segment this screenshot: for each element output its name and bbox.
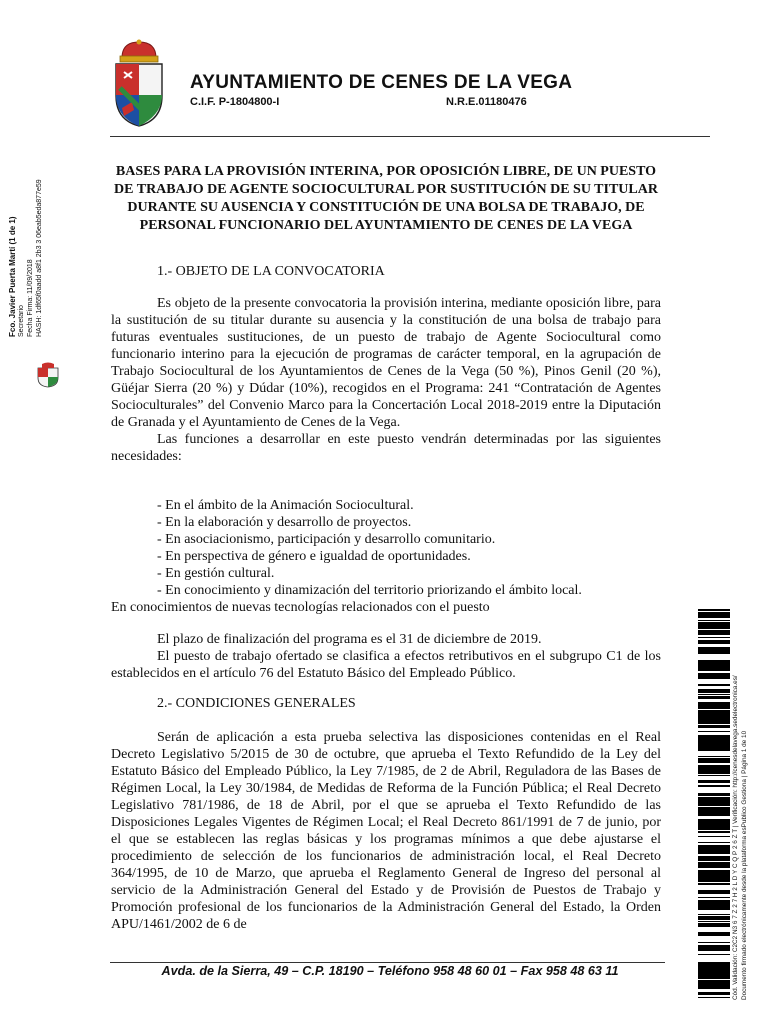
section-2-body bbox=[111, 729, 661, 933]
list-item: - En conocimiento y dinamización del territorio priorizando el ámbito local. bbox=[157, 583, 582, 598]
needs-list bbox=[111, 497, 582, 616]
list-item: - En asociacionismo, participación y desarrollo comunitario. bbox=[157, 532, 496, 547]
paragraph: El puesto de trabajo ofertado se clasifica a efectos retributivos en el subgrupo C1 de los establecidos en el artículo 76 del Estatuto Básico del Empleado Público. bbox=[111, 649, 661, 681]
list-item: - En el ámbito de la Animación Sociocultural. bbox=[157, 498, 414, 513]
list-item: - En la elaboración y desarrollo de proyectos. bbox=[157, 515, 412, 530]
signature-strip bbox=[8, 167, 46, 337]
list-item: - En perspectiva de género e igualdad de oportunidades. bbox=[157, 549, 471, 564]
paragraph: Las funciones a desarrollar en este puesto vendrán determinadas por las siguientes necesidades: bbox=[111, 432, 661, 464]
barcode-graphic bbox=[698, 608, 730, 998]
header-divider bbox=[110, 136, 710, 137]
section-2-heading: 2.- CONDICIONES GENERALES bbox=[157, 696, 356, 711]
signature-date: Fecha Firma: 11/09/2018 bbox=[27, 259, 34, 337]
list-item: En conocimientos de nuevas tecnologías relacionados con el puesto bbox=[111, 600, 490, 615]
footer-address: Avda. de la Sierra, 49 – C.P. 18190 – Teléfono 958 48 60 01 – Fax 958 48 63 11 bbox=[161, 964, 619, 978]
signer-role: Secretario bbox=[18, 305, 25, 337]
paragraph: Es objeto de la presente convocatoria la provisión interina, mediante oposición libre, para la sustitución de su titular durante su ausencia y la constitución de una bolsa de trabajo para futuras eventuales sustituciones, de un puesto de trabajo de Agente Sociocultural como funcionario interino para la ejecución de programas de carácter temporal, en la agrupación de Trabajo Sociocultural de los Ayuntamientos de Cenes de la Vega (50 %), Pinos Genil (20 %), Güéjar Sierra (20 %) y Dúdar (10%), recogidos en el Programa: 241 “Contratación de Agentes Socioculturales” del Convenio Marco para la Concertación Local 2018-2019 entre la Diputación de Granada y el Ayuntamiento de Cenes de la Vega. bbox=[111, 296, 661, 430]
verification-note: Documento firmado electrónicamente desde la plataforma esPublico Gestiona | Página 1 de 10 bbox=[740, 730, 748, 1000]
section-1-body bbox=[111, 295, 661, 465]
signature-hash: HASH: 1df65f0aadd a8f1 2b3 3 06eab5eda877e59 bbox=[36, 179, 43, 337]
verification-strip bbox=[732, 608, 762, 1000]
cif-number: C.I.F. P-1804800-I bbox=[190, 96, 280, 108]
paragraph: El plazo de finalización del programa es el 31 de diciembre de 2019. bbox=[157, 632, 542, 647]
nre-number: N.R.E.01180476 bbox=[446, 96, 527, 108]
org-name: AYUNTAMIENTO DE CENES DE LA VEGA bbox=[190, 72, 573, 93]
section-1-closing bbox=[111, 631, 661, 682]
coat-of-arms-logo bbox=[110, 38, 168, 128]
footer-divider bbox=[110, 962, 665, 963]
small-crest-logo bbox=[34, 362, 62, 388]
signer-name: Fco. Javier Puerta Martí (1 de 1) bbox=[8, 216, 17, 337]
document-title: BASES PARA LA PROVISIÓN INTERINA, POR OPOSICIÓN LIBRE, DE UN PUESTO DE TRABAJO DE AGENTE SOCIOCULTURAL POR SUSTITUCIÓN DE SU TITULAR DURANTE SU AUSENCIA Y CONSTITUCIÓN DE UNA BOLSA DE TRABAJO, DE PERSONAL FUNCIONARIO DEL AYUNTAMIENTO DE CENES DE LA VEGA bbox=[114, 164, 658, 233]
paragraph: Serán de aplicación a esta prueba selectiva las disposiciones contenidas en el Real Decreto Legislativo 5/2015 de 30 de octubre, que aprueba el Texto Refundido de la Ley del Estatuto Básico del Empleado Público, la Ley 7/1985, de 2 de Abril, Reguladora de las Bases de Régimen Local, la Ley 30/1984, de Medidas de Reforma de la Función Pública; el Real Decreto Legislativo 781/1986, de 18 de Abril, por el que se aprueba el Texto Refundido de las Disposiciones Legales Vigentes de Régimen Local; el Real Decreto 861/1991 de 7 de junio, por el que se establecen las reglas básicas y los programas mínimos a que debe ajustarse el procedimiento de selección de los funcionarios de administración local, el Real Decreto 364/1995, de 10 de Marzo, que aprueba el Reglamento General de Ingreso del personal al servicio de la Administración General del Estado y de Provisión de Puestos de Trabajo y Promoción profesional de los funcionarios de la Administración General del Estado, la Orden APU/1461/2002 de 6 de bbox=[111, 730, 661, 932]
section-1-heading: 1.- OBJETO DE LA CONVOCATORIA bbox=[157, 264, 385, 279]
verification-code: Cód. Validación: C2C2 N3 6 7 Z 2 7 H 2 L D Y C Q P 2 6 Z T | Verificación: http://cenesdelavega.sedelectronica.es/ bbox=[732, 675, 739, 1000]
list-item: - En gestión cultural. bbox=[157, 566, 275, 581]
